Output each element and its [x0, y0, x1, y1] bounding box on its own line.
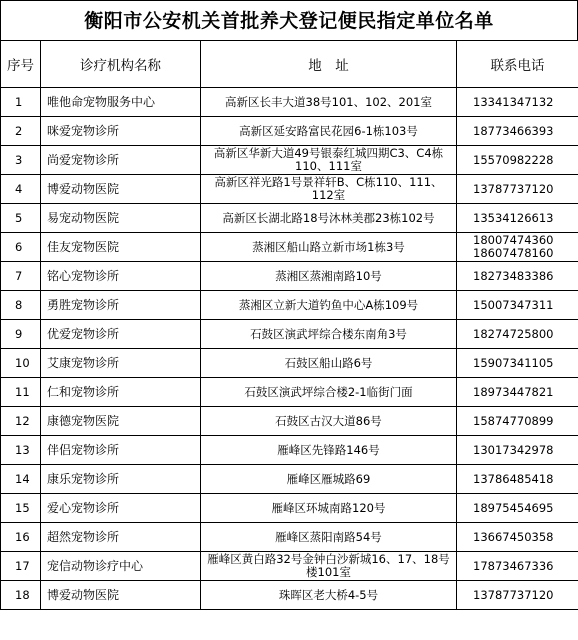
clinic-address: 雁峰区黄白路32号金钟白沙新城16、17、18号楼101室 [201, 552, 457, 581]
clinic-phone-cell [457, 378, 578, 407]
clinic-address: 高新区长丰大道38号101、102、201室 [201, 88, 457, 117]
header-phone: 联系电话 [457, 41, 578, 88]
clinic-address: 雁峰区雁城路69 [201, 465, 457, 494]
clinic-phone: 15007347311 [473, 297, 554, 312]
clinic-phone-cell [457, 88, 578, 117]
clinic-name: 易宠动物医院 [41, 204, 201, 233]
clinic-name: 爱心宠物诊所 [41, 494, 201, 523]
clinic-phone: 13341347132 [473, 94, 554, 109]
header-name: 诊疗机构名称 [41, 41, 201, 88]
clinic-address: 蒸湘区船山路立新市场1栋3号 [201, 233, 457, 262]
clinic-phone-cell [457, 349, 578, 378]
row-index: 5 [1, 204, 41, 233]
clinic-address: 蒸湘区蒸湘南路10号 [201, 262, 457, 291]
row-index: 18 [1, 581, 41, 610]
clinic-address: 石鼓区船山路6号 [201, 349, 457, 378]
row-index: 3 [1, 146, 41, 175]
clinic-name: 康乐宠物诊所 [41, 465, 201, 494]
row-index: 10 [1, 349, 41, 378]
clinic-address: 蒸湘区立新大道钓鱼中心A栋109号 [201, 291, 457, 320]
clinic-phone: 17873467336 [473, 558, 554, 573]
table-row [1, 146, 578, 175]
table-row [1, 88, 578, 117]
row-index: 8 [1, 291, 41, 320]
table-row [1, 552, 578, 581]
row-index: 11 [1, 378, 41, 407]
clinic-phone: 18274725800 [473, 326, 554, 341]
clinic-phone: 18773466393 [473, 123, 554, 138]
clinic-phone-cell [457, 146, 578, 175]
clinic-phone-cell [457, 117, 578, 146]
clinic-name: 佳友宠物医院 [41, 233, 201, 262]
clinic-phone-cell [457, 175, 578, 204]
clinic-name: 勇胜宠物诊所 [41, 291, 201, 320]
row-index: 7 [1, 262, 41, 291]
clinic-name: 铭心宠物诊所 [41, 262, 201, 291]
clinic-phone: 15907341105 [473, 355, 554, 370]
clinic-phone: 13786485418 [473, 471, 554, 486]
clinic-phone: 15874770899 [473, 413, 554, 428]
clinic-name: 博爱动物医院 [41, 581, 201, 610]
clinic-name: 仁和宠物诊所 [41, 378, 201, 407]
clinic-phone-cell [457, 523, 578, 552]
row-index: 15 [1, 494, 41, 523]
clinic-phone: 13534126613 [473, 210, 554, 225]
clinic-name: 艾康宠物诊所 [41, 349, 201, 378]
table-row [1, 436, 578, 465]
clinic-address: 高新区祥光路1号景祥轩B、C栋110、111、112室 [201, 175, 457, 204]
row-index: 1 [1, 88, 41, 117]
clinic-phone: 18607478160 [473, 246, 554, 260]
registry-table [0, 40, 578, 610]
clinic-phone-cell [457, 204, 578, 233]
clinic-phone: 13787737120 [473, 181, 554, 196]
document-title: 衡阳市公安机关首批养犬登记便民指定单位名单 [0, 0, 578, 40]
header-index: 序号 [1, 41, 41, 88]
table-row [1, 262, 578, 291]
clinic-name: 伴侣宠物诊所 [41, 436, 201, 465]
row-index: 9 [1, 320, 41, 349]
clinic-address: 石鼓区古汉大道86号 [201, 407, 457, 436]
table-row [1, 233, 578, 262]
clinic-name: 唯他命宠物服务中心 [41, 88, 201, 117]
clinic-name: 尚爱宠物诊所 [41, 146, 201, 175]
clinic-phone: 15570982228 [473, 152, 554, 167]
row-index: 12 [1, 407, 41, 436]
clinic-phone-cell [457, 436, 578, 465]
row-index: 16 [1, 523, 41, 552]
clinic-phone: 18273483386 [473, 268, 554, 283]
row-index: 4 [1, 175, 41, 204]
table-row [1, 465, 578, 494]
clinic-address: 高新区延安路富民花园6-1栋103号 [201, 117, 457, 146]
clinic-name: 宠信动物诊疗中心 [41, 552, 201, 581]
clinic-phone-cell [457, 552, 578, 581]
clinic-address: 石鼓区演武坪综合楼2-1临街门面 [201, 378, 457, 407]
clinic-phone: 18973447821 [473, 384, 554, 399]
row-index: 13 [1, 436, 41, 465]
clinic-name: 博爱动物医院 [41, 175, 201, 204]
clinic-phone-cell [457, 494, 578, 523]
table-row [1, 581, 578, 610]
clinic-phone: 13017342978 [473, 442, 554, 457]
header-address: 地 址 [201, 41, 457, 88]
clinic-address: 雁峰区先锋路146号 [201, 436, 457, 465]
clinic-phone-cell [457, 291, 578, 320]
clinic-name: 咪爱宠物诊所 [41, 117, 201, 146]
clinic-phone: 18975454695 [473, 500, 554, 515]
table-row [1, 117, 578, 146]
clinic-name: 超然宠物诊所 [41, 523, 201, 552]
clinic-phone: 18007474360 [473, 233, 554, 247]
clinic-address: 雁峰区环城南路120号 [201, 494, 457, 523]
clinic-phone-cell [457, 262, 578, 291]
table-row [1, 175, 578, 204]
row-index: 6 [1, 233, 41, 262]
table-row [1, 204, 578, 233]
clinic-name: 康德宠物医院 [41, 407, 201, 436]
clinic-phone: 13787737120 [473, 587, 554, 602]
clinic-address: 高新区长湖北路18号沐林美郡23栋102号 [201, 204, 457, 233]
table-row [1, 378, 578, 407]
clinic-address: 雁峰区蒸阳南路54号 [201, 523, 457, 552]
clinic-phone-cell [457, 465, 578, 494]
table-header-row [1, 41, 578, 88]
table-row [1, 349, 578, 378]
row-index: 14 [1, 465, 41, 494]
clinic-phone: 13667450358 [473, 529, 554, 544]
table-row [1, 291, 578, 320]
row-index: 2 [1, 117, 41, 146]
table-row [1, 320, 578, 349]
clinic-address: 石鼓区演武坪综合楼东南角3号 [201, 320, 457, 349]
row-index: 17 [1, 552, 41, 581]
table-body [1, 88, 578, 610]
clinic-phone-cell [457, 407, 578, 436]
table-row [1, 523, 578, 552]
clinic-address: 高新区华新大道49号银泰红城四期C3、C4栋110、111室 [201, 146, 457, 175]
clinic-phone-cell [457, 581, 578, 610]
clinic-phone-cell [457, 233, 578, 262]
table-row [1, 407, 578, 436]
clinic-phone-cell [457, 320, 578, 349]
clinic-address: 珠晖区老大桥4-5号 [201, 581, 457, 610]
table-row [1, 494, 578, 523]
clinic-name: 优爱宠物诊所 [41, 320, 201, 349]
